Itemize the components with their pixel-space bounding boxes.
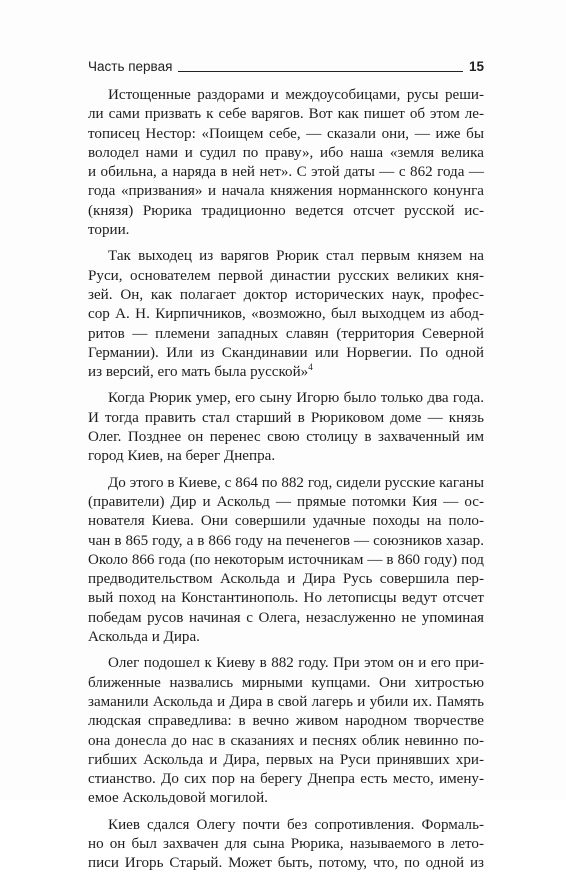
text-line: она донесла до нас в сказаниях и песнях облик невинно по- [88, 732, 484, 749]
text-line: и обильна, а наряда в ней нет». С этой даты — с 862 года — [88, 164, 484, 181]
text-line: Германии). Или из Скандинавии или Норвегии. По одной [88, 344, 484, 361]
text-line: Олег подошел к Киеву в 882 году. При этом он и его при- [108, 655, 484, 672]
text-line: тописец Нестор: «Поищем себе, — сказали они, — иже бы [88, 125, 484, 142]
text-line: вый поход на Константинополь. Но летописцы ведут отсчет [88, 590, 484, 607]
header-rule [178, 70, 463, 72]
text-line: Около 866 года (по некоторым источникам — в 860 году) под [88, 551, 484, 568]
text-line: стианство. До сих пор на берегу Днепра есть место, имену- [88, 771, 484, 788]
text-line: Когда Рюрик умер, его сыну Игорю было только два года. [108, 390, 484, 407]
text-line: емое Аскольдовой могилой. [88, 790, 268, 807]
text-line: гибших Аскольда и Дира, первых на Руси принявших хри- [88, 751, 484, 768]
text-line: но он был захвачен для сына Рюрика, называемого в лето- [88, 835, 484, 852]
text-line: победам русов начиная с Олега, незаслуженно не упоминая [88, 609, 484, 626]
text-line: людская справедлива: в вечно живом народном творчестве [88, 713, 484, 730]
section-title: Часть первая [88, 59, 173, 74]
text-line: Руси, основателем первой династии русских великих кня- [88, 267, 484, 284]
text-line: заманили Аскольда и Дира в свой лагерь и убили их. Память [88, 693, 484, 710]
paragraph [88, 654, 484, 808]
paragraph [88, 86, 484, 240]
text-line: ли сами призвать к себе варягов. Вот как пишет об этом ле- [88, 106, 484, 123]
text-line: года «призвания» и начала княжения норманнского конунга [88, 183, 484, 200]
running-header [88, 58, 484, 74]
paragraph [88, 389, 484, 466]
text-line: писи Игорь Старый. Может быть, потому, что, по одной из [88, 855, 484, 872]
footnote-ref[interactable]: 4 [308, 362, 313, 373]
text-line: город Киев, на берег Днепра. [88, 448, 276, 465]
paragraph [88, 247, 484, 382]
text-line: володел нами и судил по праву», ибо наша «земля велика [88, 144, 484, 161]
text-line: Киев сдался Олегу почти без сопротивления. Формаль- [108, 816, 484, 833]
text-line: тории. [88, 222, 130, 239]
text-line: ритов — племени западных славян (территория Северной [88, 325, 484, 342]
text-line: чан в 865 году, а в 866 году на печенегов — союзников хазар. [88, 532, 484, 549]
text-line: Олег. Позднее он перенес свою столицу в захваченный им [88, 429, 484, 446]
text-line: из версий, его мать была русской»$^4$ [88, 362, 313, 381]
text-line: предводительством Аскольда и Дира Русь совершила пер- [88, 571, 484, 588]
text-line: нователя Киева. Они совершили удачные походы на поло- [88, 513, 484, 530]
text-line: сор А. Н. Кирпичников, «возможно, был выходцем из абод- [88, 306, 484, 323]
text-line: До этого в Киеве, с 864 по 882 год, сидели русские каганы [108, 474, 484, 491]
text-line: Так выходец из варягов Рюрик стал первым князем на [108, 248, 484, 265]
paragraph [88, 816, 484, 874]
text-line: Истощенные раздорами и междоусобицами, русы реши- [108, 87, 484, 103]
text-line: (князя) Рюрика традиционно ведется отсчет русской ис- [88, 202, 484, 219]
text-line: Аскольда и Дира. [88, 629, 200, 646]
text-line: зей. Он, как полагает доктор исторических наук, профес- [88, 286, 484, 303]
text-line: ближенные назвались мирными купцами. Они хитростью [88, 674, 484, 691]
paragraph [88, 474, 484, 648]
body-text [88, 86, 484, 874]
text-line: (правители) Дир и Аскольд — прямые потомки Кия — ос- [88, 493, 484, 510]
text-line: И тогда править стал старший в Рюриковом доме — князь [88, 409, 484, 426]
page-number: 15 [468, 59, 484, 74]
